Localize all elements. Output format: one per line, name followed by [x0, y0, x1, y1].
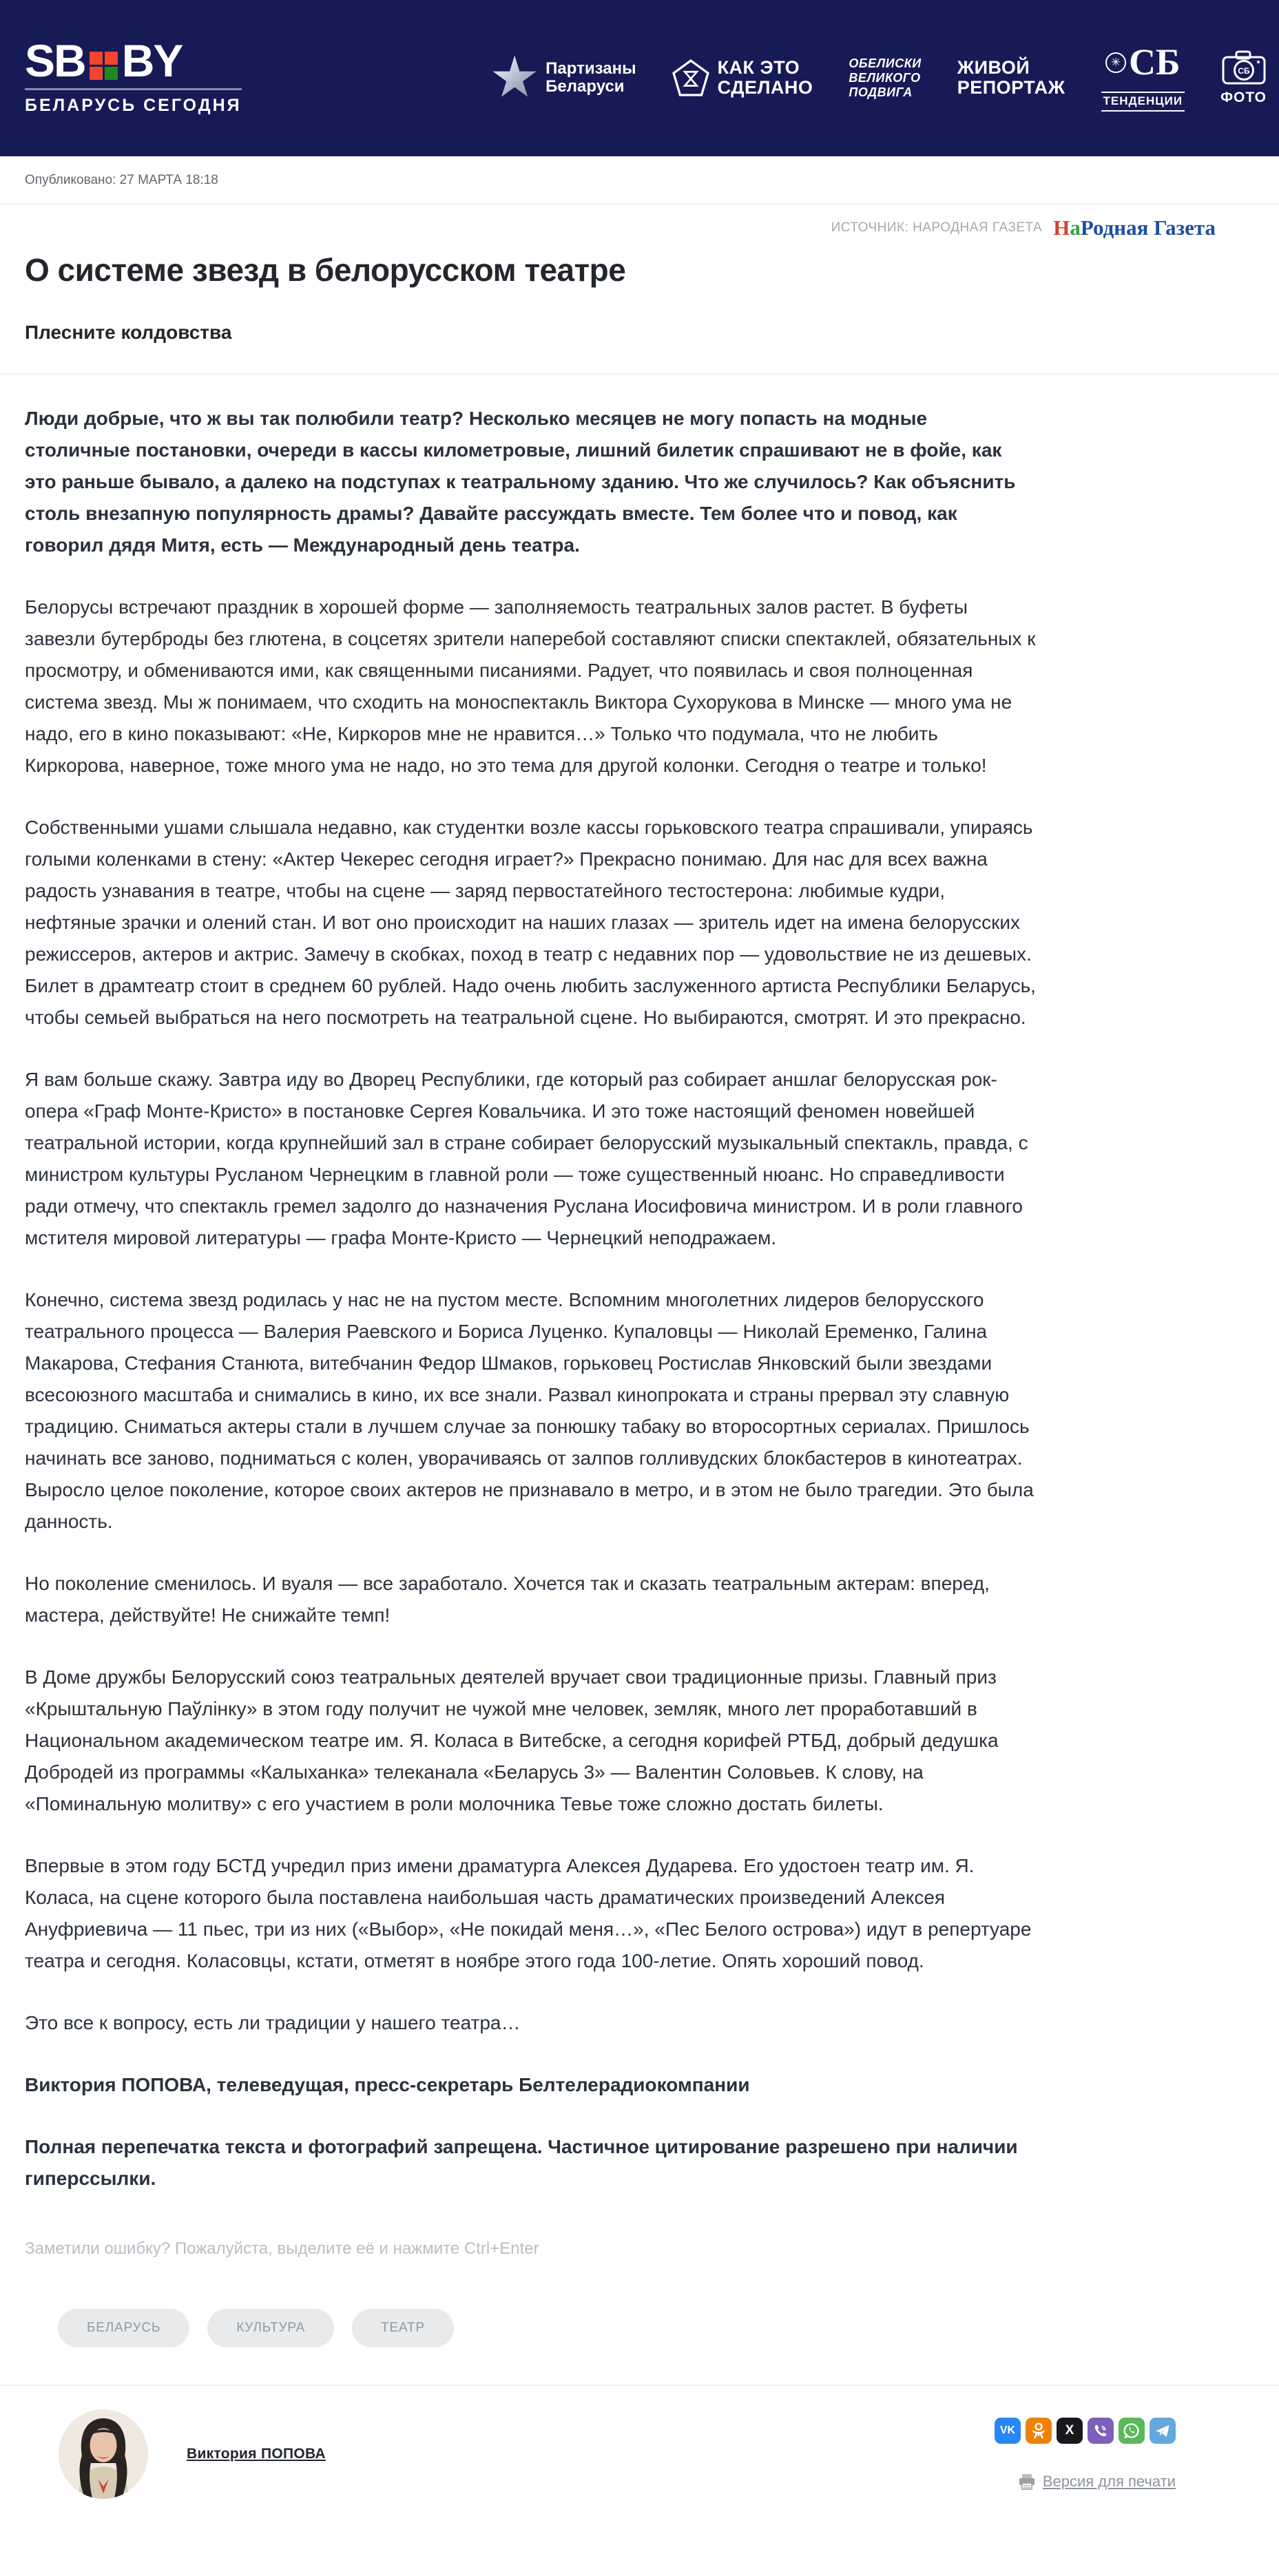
logo-row: [25, 34, 242, 86]
badge-partisans[interactable]: [492, 55, 636, 101]
badge-how-made-line2: СДЕЛАНО: [717, 77, 813, 98]
author-signature: Виктория ПОПОВА, телеведущая, пресс-секретарь Белтелерадиокомпании: [25, 2074, 750, 2095]
logo-square-green: [105, 67, 118, 80]
badge-obelisks-line1: ОБЕЛИСКИ: [849, 56, 922, 71]
lead-paragraph: Люди добрые, что ж вы так полюбили театр? Несколько месяцев не могу попасть на модные столичные постановки, очереди в кассы километровые, лишний билетик спрашивают не в фойе, как это раньше бывало, а далеко на подступах к театральному зданию. Что же случилось? Как объяснить столь внезапную популярность драмы? Давайте рассуждать вместе. Тем более что и повод, как говорил дядя Митя, есть — Международный день театра.: [25, 408, 1016, 556]
source-logo-n: Н: [1053, 216, 1070, 240]
copyright-notice: Полная перепечатка текста и фотографий запрещена. Частичное цитирование разрешено при наличии гиперссылки.: [25, 2136, 1018, 2189]
published-date: Опубликовано: 27 МАРТА 18:18: [25, 173, 218, 187]
logo-squares-icon: [90, 52, 118, 80]
paragraph: Впервые в этом году БСТД учредил приз имени драматурга Алексея Дударева. Его удостоен театр им. Я. Коласа, на сцене которого была поставлена наибольшая часть драматических произведений Алексея Ануфриевича — 11 пьес, три из них («Выбор», «Не покидай меня…», «Пес Белого острова») идут в репертуаре театра и сегодня. Коласовцы, кстати, отметят в ноябре этого года 100-летие. Опять хороший повод.: [25, 1855, 1032, 1971]
badge-how-made[interactable]: [672, 58, 813, 98]
paragraph: Белорусы встречают праздник в хорошей форме — заполняемость театральных залов растет. В буфеты завезли бутерброды без глютена, в соцсетях зрители наперебой составляют списки спектаклей, обязательных к просмотру, и обмениваются ими, как священными писаниями. Радует, что появилась и своя полноценная система звезд. Мы ж понимаем, что сходить на моноспектакль Виктора Сухорукова в Минске — много ума не надо, его в кино показывают: «Не, Киркоров мне не нравится…» Только что подумала, что не любить Киркорова, наверное, тоже много ума не надо, но это тема для другой колонки. Сегодня о театре и только!: [25, 596, 1036, 776]
narodnaya-gazeta-logo[interactable]: [1053, 216, 1216, 240]
source-label: ИСТОЧНИК: НАРОДНАЯ ГАЗЕТА: [831, 220, 1043, 235]
svg-text:СБ: СБ: [1237, 66, 1250, 76]
sb-trends-label: ТЕНДЕНЦИИ: [1101, 92, 1185, 112]
logo-tagline: БЕЛАРУСЬ СЕГОДНЯ: [25, 96, 242, 116]
print-version-label: Версия для печати: [1042, 2473, 1176, 2490]
odnoklassniki-glyph: [1031, 2422, 1046, 2439]
paragraph: Конечно, система звезд родилась у нас не на пустом месте. Вспомним многолетних лидеров белорусского театрального процесса — Валерия Раевского и Бориса Луценко. Купаловцы — Николай Еременко, Галина Макарова, Стефания Станюта, витебчанин Федор Шмаков, горьковец Ростислав Янковский были звездами всесоюзного масштаба и снимались в кино, их все знали. Развал кинопроката и страны прервал эту славную традицию. Сниматься актеры стали в лучшем случае за понюшку табаку во второсортных сериалах. Пришлось начинать все заново, подниматься с колен, уворачиваясь от залпов голливудских блокбастеров в кинотеатрах. Выросло целое поколение, которое своих актеров не признавало в метро, и в этом не было трагедии. Это была данность.: [25, 1289, 1034, 1532]
camera-icon: [1222, 50, 1266, 85]
printer-icon: [1018, 2473, 1036, 2491]
x-twitter-icon[interactable]: [1057, 2418, 1083, 2444]
vk-glyph: VK: [999, 2425, 1016, 2436]
badge-obelisks-line3: ПОДВИГА: [849, 85, 913, 99]
odnoklassniki-icon[interactable]: [1026, 2418, 1052, 2444]
paragraph: Но поколение сменилось. И вуаля — все заработало. Хочется так и сказать театральным актерам: вперед, мастера, действуйте! Не снижайте темп!: [25, 1573, 990, 1626]
badge-sb-trends[interactable]: [1101, 41, 1185, 111]
whatsapp-glyph: [1123, 2422, 1140, 2439]
tag-belarus[interactable]: БЕЛАРУСЬ: [58, 2309, 189, 2347]
article-page: [0, 173, 1279, 2529]
logo-divider: [25, 88, 242, 90]
x-glyph: X: [1065, 2423, 1074, 2438]
share-column: [995, 2418, 1176, 2491]
sb-ornament-icon: ✳: [1105, 52, 1126, 73]
logo-square-red: [105, 52, 118, 65]
badge-partisans-line2: Беларуси: [545, 77, 625, 96]
print-version-link[interactable]: [1018, 2473, 1176, 2491]
badge-obelisks-line2: ВЕЛИКОГО: [849, 71, 921, 85]
paragraph: Это все к вопросу, есть ли традиции у нашего театра…: [25, 2012, 521, 2033]
divider: [0, 203, 1279, 205]
badge-sb-photo[interactable]: [1220, 50, 1267, 106]
page-title: О системе звезд в белорусском театре: [25, 252, 626, 288]
viber-icon[interactable]: [1088, 2418, 1114, 2444]
page-subtitle: Плесните колдовства: [25, 322, 232, 343]
report-error-hint: Заметили ошибку? Пожалуйста, выделите её и нажмите Ctrl+Enter: [25, 2239, 539, 2258]
badge-obelisks[interactable]: [849, 56, 921, 99]
sb-by-logo[interactable]: [25, 34, 242, 116]
badge-live-report[interactable]: [957, 58, 1065, 98]
header-promo-nav: [492, 41, 1267, 111]
source-logo-rest: Родная Газета: [1080, 216, 1216, 240]
author-portrait: [59, 2409, 148, 2499]
author-row: [0, 2386, 1279, 2529]
badge-live-report-line2: РЕПОРТАЖ: [957, 77, 1065, 98]
sb-trends-logo: СБ: [1128, 41, 1181, 83]
star-icon: [492, 55, 537, 101]
badge-partisans-line1: Партизаны: [545, 59, 636, 78]
author-name-link[interactable]: Виктория ПОПОВА: [187, 2446, 326, 2462]
logo-part-sb: SB: [25, 34, 85, 86]
article-body: [0, 375, 1279, 2265]
sb-photo-label: ФОТО: [1220, 90, 1267, 106]
quality-mark-icon: [672, 59, 709, 96]
site-header: [0, 0, 1279, 156]
logo-part-by: BY: [121, 34, 183, 86]
vk-icon[interactable]: [995, 2418, 1021, 2444]
viber-glyph: [1093, 2423, 1108, 2438]
paragraph: В Доме дружбы Белорусский союз театральных деятелей вручает свои традиционные призы. Главный приз «Крыштальную Паўлінку» в этом году получит не чужой мне человек, земляк, много лет проработавший в Национальном академическом театре им. Я. Коласа в Витебске, а сегодня корифей РТБД, добрый дедушка Добродей из программы «Калыханка» телеканала «Беларусь 3» — Валентин Соловьев. К слову, на «Поминальную молитву» с его участием в роли молочника Тевье тоже сложно достать билеты.: [25, 1666, 999, 1814]
source-row: [0, 216, 1279, 240]
paragraph: Я вам больше скажу. Завтра иду во Дворец Республики, где который раз собирает аншлаг белорусская рок-опера «Граф Монте-Кристо» в постановке Сергея Ковальчика. И это тоже настоящий феномен новейшей театральной истории, когда крупнейший зал в стране собирает белорусский музыкальный спектакль, правда, с министром культуры Русланом Чернецким в главной роли — тоже существенный нюанс. Но справедливости ради отмечу, что спектакль гремел задолго до назначения Руслана Иосифовича министром. И в роли главного мстителя мировой литературы — графа Монте-Кристо — Чернецкий неподражаем.: [25, 1069, 1028, 1248]
source-logo-a: а: [1070, 216, 1081, 240]
logo-square-red: [90, 52, 103, 65]
whatsapp-icon[interactable]: [1119, 2418, 1145, 2444]
logo-square-red: [90, 67, 103, 80]
badge-how-made-line1: КАК ЭТО: [717, 56, 800, 78]
avatar[interactable]: [59, 2409, 148, 2499]
telegram-glyph: [1154, 2422, 1171, 2439]
tags-row: [25, 2309, 1254, 2347]
tag-theatre[interactable]: ТЕАТР: [352, 2309, 454, 2347]
badge-live-report-line1: ЖИВОЙ: [957, 56, 1030, 78]
share-icons-row: [995, 2418, 1176, 2444]
tag-culture[interactable]: КУЛЬТУРА: [207, 2309, 334, 2347]
telegram-icon[interactable]: [1150, 2418, 1176, 2444]
paragraph: Собственными ушами слышала недавно, как студентки возле кассы горьковского театра спрашивали, упираясь голыми коленками в стену: «Актер Чекерес сегодня играет?» Прекрасно понимаю. Для нас для всех важна радость узнавания в театре, чтобы на сцене — заряд первостатейного тестостерона: любимые кудри, нефтяные зрачки и олений стан. И вот оно происходит на наших глазах — зритель идет на имена белорусских режиссеров, актеров и актрис. Замечу в скобках, поход в театр с недавних пор — удовольствие не из дешевых. Билет в драмтеатр стоит в среднем 60 рублей. Надо очень любить заслуженного артиста Республики Беларусь, чтобы семьей выбраться на него посмотреть на театральной сцене. Но выбираются, смотрят. И это прекрасно.: [25, 817, 1036, 1028]
